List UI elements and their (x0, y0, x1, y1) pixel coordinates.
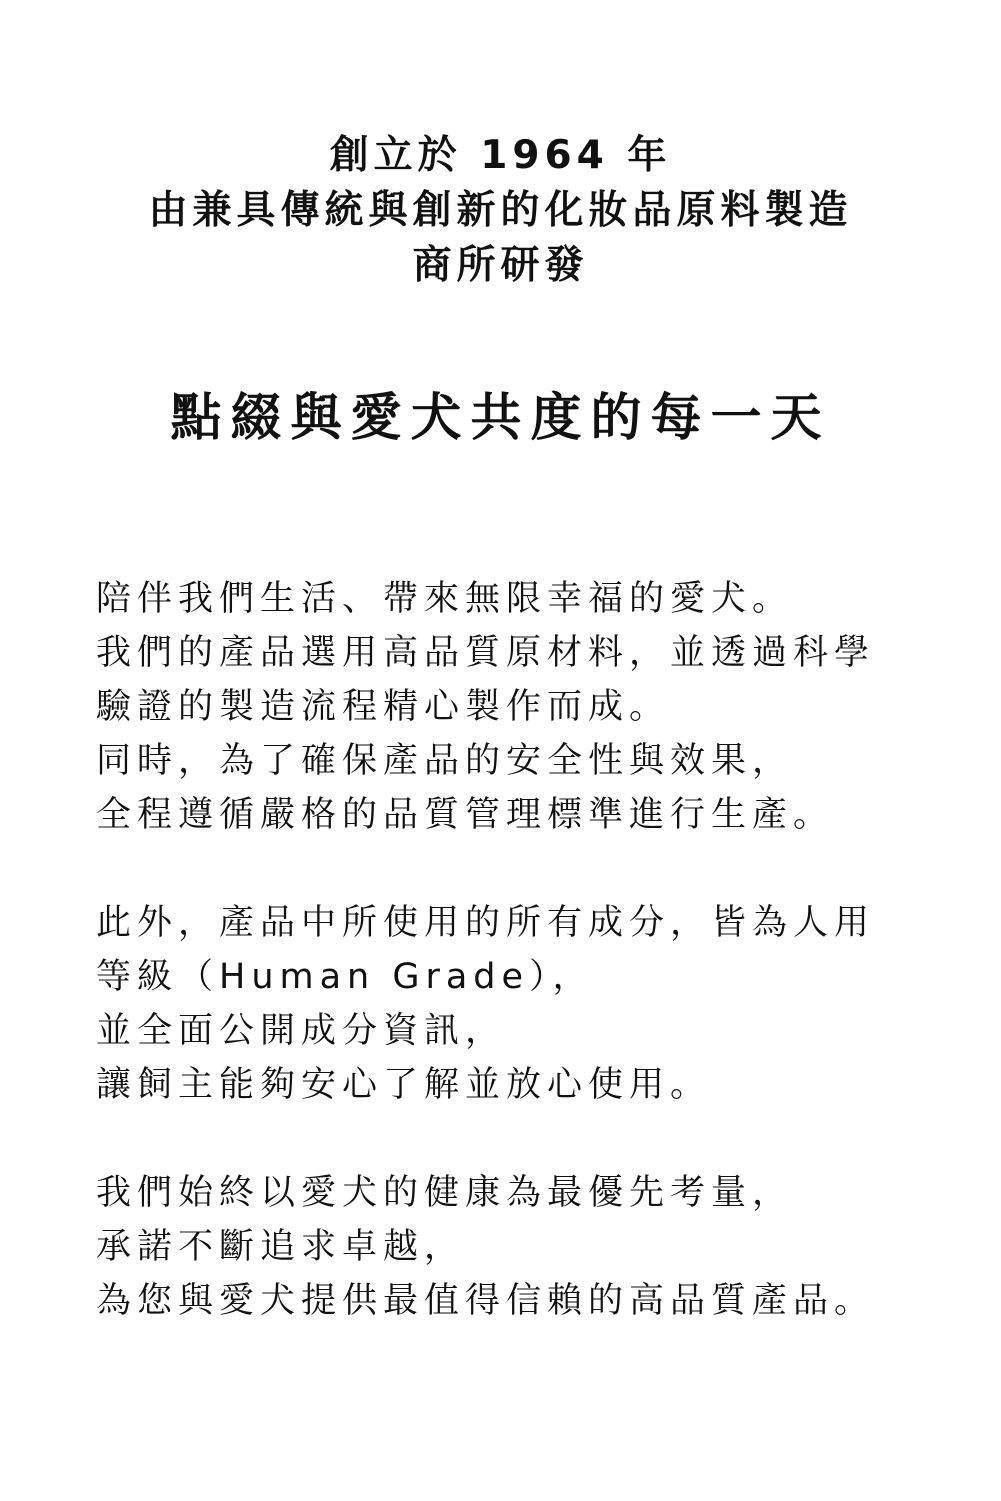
text-line: 此外，產品中所使用的所有成分，皆為人用 (96, 903, 876, 943)
text-line: 我們始終以愛犬的健康為最優先考量， (96, 1173, 794, 1213)
heading-line-founded: 創立於 1964 年 (329, 133, 672, 178)
text-line: 驗證的製造流程精心製作而成。 (96, 687, 671, 727)
heading-line-developer: 由兼具傳統與創新的化妝品原料製造 (148, 188, 853, 233)
text-line: 陪伴我們生活、帶來無限幸福的愛犬。 (96, 579, 794, 619)
paragraph-commitment (96, 1166, 976, 1328)
paragraph-human-grade (96, 896, 976, 1112)
description-text (96, 572, 976, 1382)
tagline: 點綴與愛犬共度的每一天 (170, 389, 831, 448)
text-line: 等級（Human Grade）， (96, 957, 594, 997)
brand-heading (0, 128, 1001, 293)
paragraph-ingredients (96, 572, 976, 842)
text-line: 為您與愛犬提供最值得信賴的高品質產品。 (96, 1281, 876, 1321)
heading-line-company: 商所研發 (412, 243, 589, 288)
text-line: 全程遵循嚴格的品質管理標準進行生產。 (96, 795, 835, 835)
text-line: 我們的產品選用高品質原材料，並透過科學 (96, 633, 876, 673)
text-line: 承諾不斷追求卓越， (96, 1227, 466, 1267)
text-line: 同時，為了確保產品的安全性與效果， (96, 741, 794, 781)
text-line: 讓飼主能夠安心了解並放心使用。 (96, 1065, 712, 1105)
text-line: 並全面公開成分資訊， (96, 1011, 507, 1051)
